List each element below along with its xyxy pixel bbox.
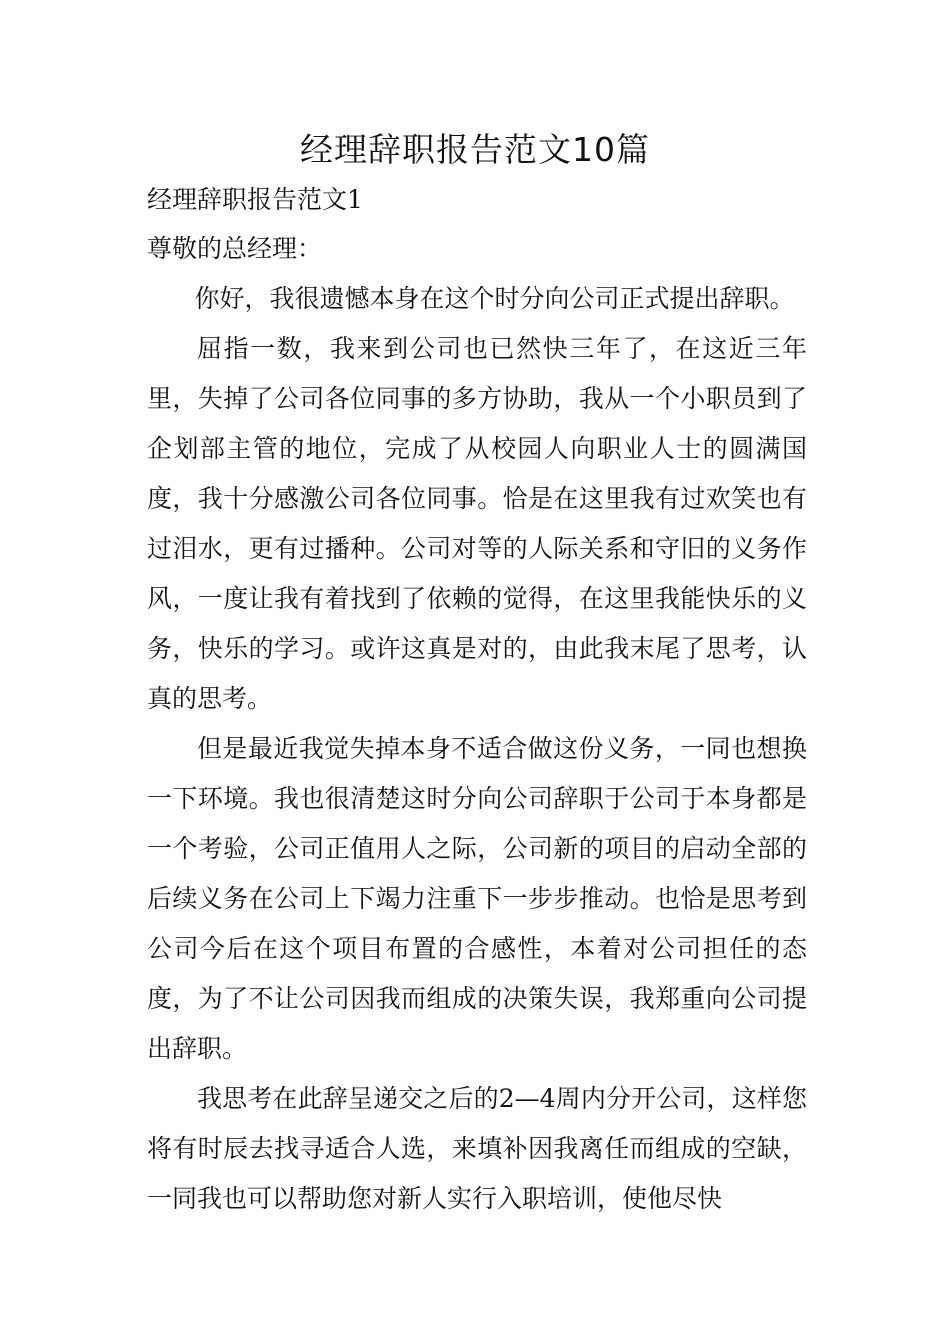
paragraph-greeting: 你好，我很遗憾本身在这个时分向公司正式提出辞职。 — [194, 284, 795, 313]
salutation: 尊敬的总经理： — [147, 234, 323, 263]
paragraph-2: 但是最近我觉失掉本身不适合做这份义务，一同也想换一下环境。我也很清楚这时分向公司辞职于公司于本身都是一个考验，公司正值用人之际，公司新的项目的启动全部的后续义务在公司上下竭力注重下一步步推动。也恰是思考到公司今后在这个项目布置的合感性，本着对公司担任的态度，为了不让公司因我而组成的决策失误，我郑重向公司提出辞职。 — [147, 734, 807, 1063]
section-heading: 经理辞职报告范文1 — [147, 185, 363, 214]
paragraph-1: 屈指一数，我来到公司也已然快三年了，在这近三年里，失掉了公司各位同事的多方协助，我从一个小职员到了企划部主管的地位，完成了从校园人向职业人士的圆满国度，我十分感激公司各位同事。恰是在这里我有过欢笑也有过泪水，更有过播种。公司对等的人际关系和守旧的义务作风，一度让我有着找到了依赖的觉得，在这里我能快乐的义务，快乐的学习。或许这真是对的，由此我末尾了思考，认真的思考。 — [147, 334, 807, 713]
paragraph-3: 我思考在此辞呈递交之后的2—4周内分开公司，这样您将有时辰去找寻适合人选，来填补因我离任而组成的空缺，一同我也可以帮助您对新人实行入职培训，使他尽快 — [147, 1084, 807, 1213]
document-title: 经理辞职报告范文10篇 — [300, 130, 650, 169]
